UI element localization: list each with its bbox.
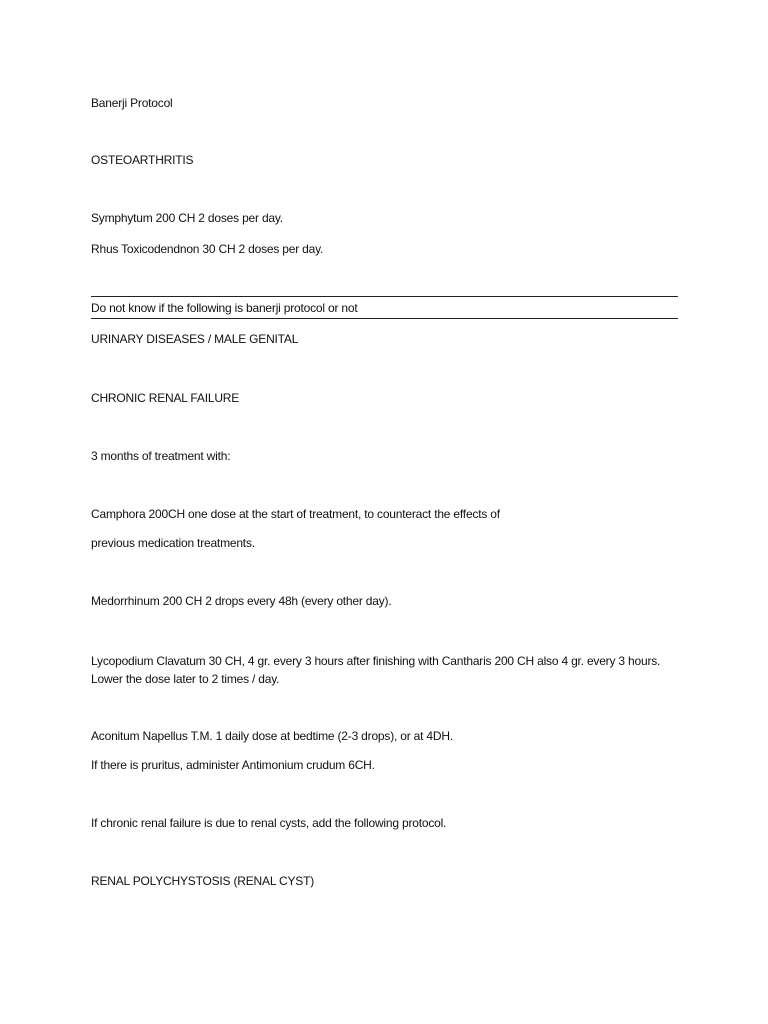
heading-urinary-diseases: URINARY DISEASES / MALE GENITAL: [91, 332, 299, 346]
treatment-duration: 3 months of treatment with:: [91, 449, 231, 463]
aconitum-instruction: Aconitum Napellus T.M. 1 daily dose at bedtime (2-3 drops), or at 4DH.: [91, 729, 453, 743]
medorrhinum-instruction: Medorrhinum 200 CH 2 drops every 48h (every other day).: [91, 594, 392, 608]
camphora-line-2: previous medication treatments.: [91, 536, 255, 550]
heading-osteoarthritis: OSTEOARTHRITIS: [91, 153, 194, 167]
camphora-line-1: Camphora 200CH one dose at the start of treatment, to counteract the effects of: [91, 507, 500, 521]
document-title: Banerji Protocol: [91, 96, 173, 110]
lycopodium-instruction: Lycopodium Clavatum 30 CH, 4 gr. every 3 hours after finishing with Cantharis 200 CH also 4 gr. every 3 hours. Lower the dose later to 2 times / day.: [91, 654, 661, 686]
pruritus-instruction: If there is pruritus, administer Antimonium crudum 6CH.: [91, 758, 375, 772]
divider-bottom: [91, 318, 678, 319]
uncertainty-notice: Do not know if the following is banerji protocol or not: [91, 301, 358, 315]
divider-top: [91, 296, 678, 297]
heading-renal-polycystosis: RENAL POLYCHYSTOSIS (RENAL CYST): [91, 874, 314, 888]
osteo-remedy-rhus: Rhus Toxicodendnon 30 CH 2 doses per day.: [91, 242, 324, 256]
renal-cysts-note: If chronic renal failure is due to renal cysts, add the following protocol.: [91, 816, 447, 830]
osteo-remedy-symphytum: Symphytum 200 CH 2 doses per day.: [91, 211, 283, 225]
heading-chronic-renal-failure: CHRONIC RENAL FAILURE: [91, 391, 240, 405]
